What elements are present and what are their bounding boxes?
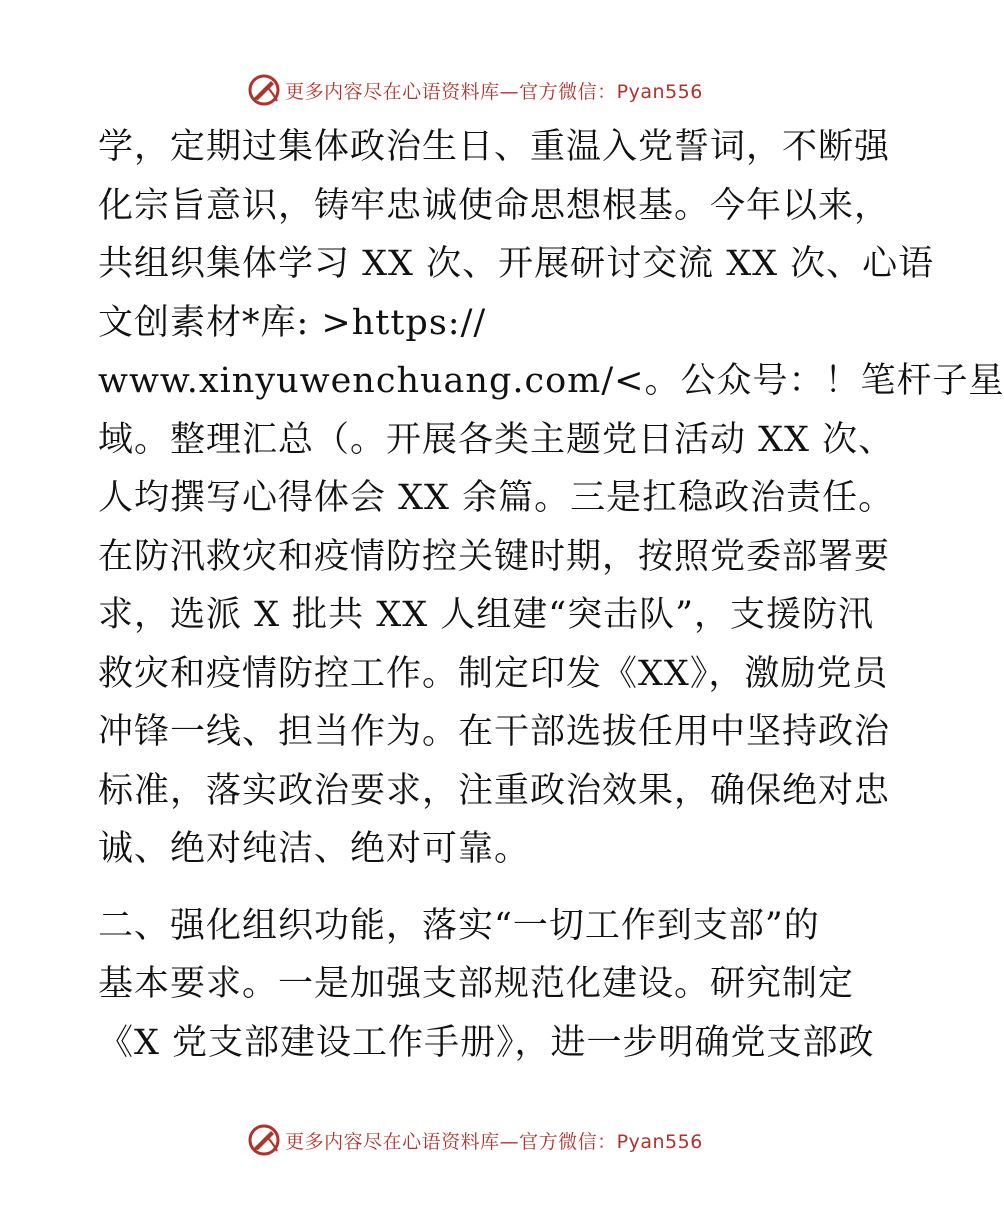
header-banner-text: 更多内容尽在心语资料库—官方微信：Pyan556 <box>285 80 703 103</box>
text-line: 求，选派 X 批共 XX 人组建“突击队”，支援防汛 <box>98 595 875 635</box>
paragraph-1 <box>98 118 1004 879</box>
paragraph-2 <box>98 897 875 1073</box>
text-line: 基本要求。一是加强支部规范化建设。研究制定 <box>98 964 855 1004</box>
text-line: 文创素材*库: >https:// <box>98 302 487 343</box>
text-line: 救灾和疫情防控工作。制定印发《XX》，激励党员 <box>98 653 889 694</box>
text-line: 《X 党支部建设工作手册》，进一步明确党支部政 <box>98 1022 875 1063</box>
text-line: 化宗旨意识，铸牢忠诚使命思想根基。今年以来， <box>98 185 891 226</box>
paragraph-gap <box>98 879 858 897</box>
footer-banner <box>0 1120 950 1160</box>
text-line: 冲锋一线、担当作为。在干部选拔任用中坚持政治 <box>98 712 891 752</box>
quill-circle-logo-icon <box>247 73 281 107</box>
text-line: 共组织集体学习 XX 次、开展研讨交流 XX 次、心语 <box>98 244 935 284</box>
quill-circle-logo-icon <box>247 1123 281 1157</box>
text-line: 标准，落实政治要求，注重政治效果，确保绝对忠 <box>98 770 891 811</box>
document-body <box>98 118 1004 1072</box>
footer-banner-text: 更多内容尽在心语资料库—官方微信：Pyan556 <box>285 1130 703 1153</box>
header-banner <box>0 70 950 110</box>
text-line: 学，定期过集体政治生日、重温入党誓词，不断强 <box>98 127 891 167</box>
section-heading-line: 二、强化组织功能，落实“一切工作到支部”的 <box>98 905 820 946</box>
text-line: 域。整理汇总（。开展各类主题党日活动 XX 次、 <box>98 419 895 460</box>
text-line: www.xinyuwenchuang.com/<。公众号：！笔杆子星 <box>98 361 1004 401</box>
text-line: 诚、绝对纯洁、绝对可靠。 <box>98 829 531 869</box>
text-line: 在防汛救灾和疫情防控关键时期，按照党委部署要 <box>98 536 891 577</box>
text-line: 人均撰写心得体会 XX 余篇。三是扛稳政治责任。 <box>98 478 895 518</box>
